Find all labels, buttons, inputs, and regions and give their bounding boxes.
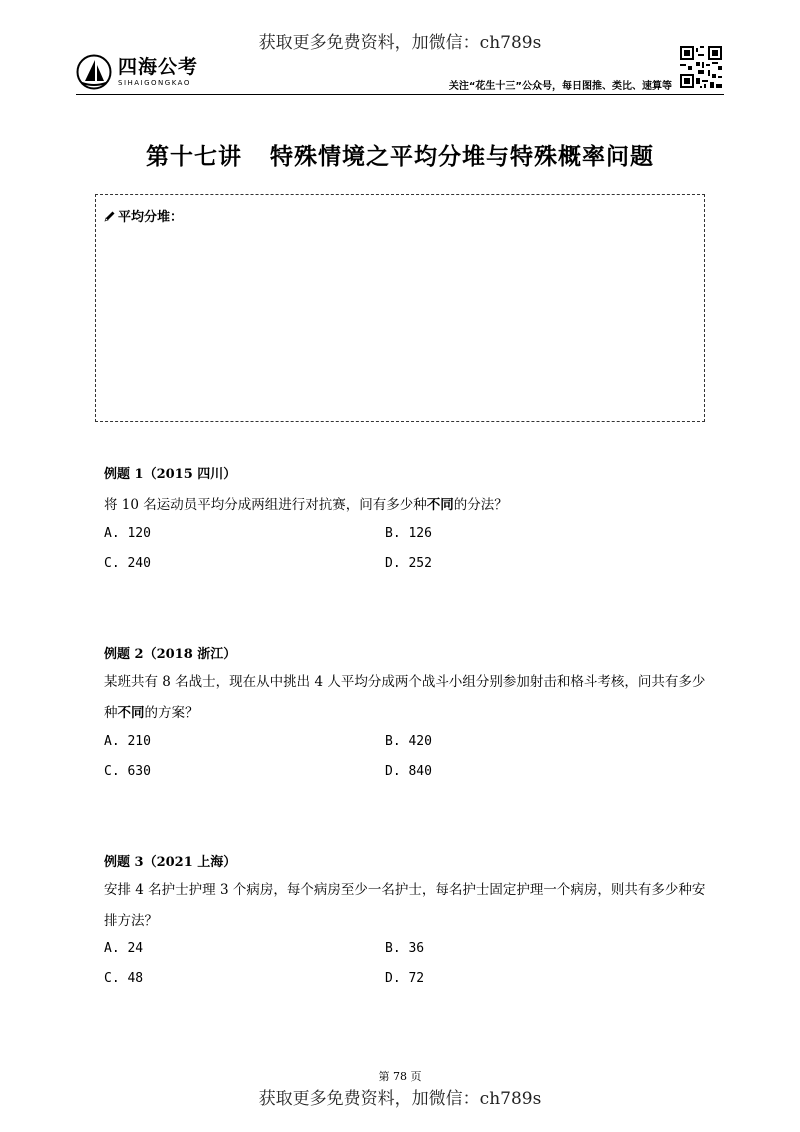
example-2-option-b: B. 420 xyxy=(385,734,432,749)
lecture-number: 第十七讲 xyxy=(146,143,242,170)
header-follow-note: 关注“花生十三”公众号，每日图推、类比、速算等 xyxy=(448,81,672,92)
example-3-title: 例题 3（2021 上海） xyxy=(104,855,237,870)
example-3-option-b: B. 36 xyxy=(385,941,425,956)
lecture-topic: 特殊情境之平均分堆与特殊概率问题 xyxy=(270,143,654,170)
logo-name-cn: 四海公考 xyxy=(118,55,199,78)
example-2-option-c: C. 630 xyxy=(104,764,151,779)
example-2-question-line1: 某班共有 8 名战士，现在从中挑出 4 人平均分成两个战斗小组分别参加射击和格斗考核，问共有多少 xyxy=(104,674,706,690)
brand-logo xyxy=(76,52,198,92)
notes-box xyxy=(95,194,705,422)
notes-box-label xyxy=(104,206,183,225)
notes-box-title: 平均分堆： xyxy=(118,210,184,225)
logo-name-en: SIHAIGONGKAO xyxy=(118,78,191,87)
qr-code-icon xyxy=(680,46,722,88)
pencil-icon xyxy=(104,210,116,222)
example-3-question-line2: 排方法？ xyxy=(104,913,158,929)
example-2-option-d: D. 840 xyxy=(385,764,432,779)
example-3-option-c: C. 48 xyxy=(104,971,144,986)
example-1-title: 例题 1（2015 四川） xyxy=(104,467,237,482)
header-divider xyxy=(76,94,724,95)
example-1-question: 将 10 名运动员平均分成两组进行对抗赛，问有多少种不同的分法？ xyxy=(104,497,508,513)
lecture-title xyxy=(0,138,800,171)
example-2-question-line2: 种不同的方案？ xyxy=(104,705,199,721)
example-1-option-a: A. 120 xyxy=(104,526,151,541)
example-2-option-a: A. 210 xyxy=(104,734,151,749)
page-number: 第 78 页 xyxy=(378,1070,422,1083)
watermark-bottom: 获取更多免费资料，加微信：ch789s xyxy=(258,1089,542,1109)
example-1-option-c: C. 240 xyxy=(104,556,151,571)
example-3-option-a: A. 24 xyxy=(104,941,144,956)
example-1-option-b: B. 126 xyxy=(385,526,432,541)
example-2-title: 例题 2（2018 浙江） xyxy=(104,647,237,662)
example-1-option-d: D. 252 xyxy=(385,556,432,571)
watermark-top: 获取更多免费资料，加微信：ch789s xyxy=(258,33,542,53)
example-3-question-line1: 安排 4 名护士护理 3 个病房，每个病房至少一名护士，每名护士固定护理一个病房，则共有多少种安 xyxy=(104,882,706,898)
sail-logo-icon xyxy=(76,54,112,90)
example-3-option-d: D. 72 xyxy=(385,971,425,986)
